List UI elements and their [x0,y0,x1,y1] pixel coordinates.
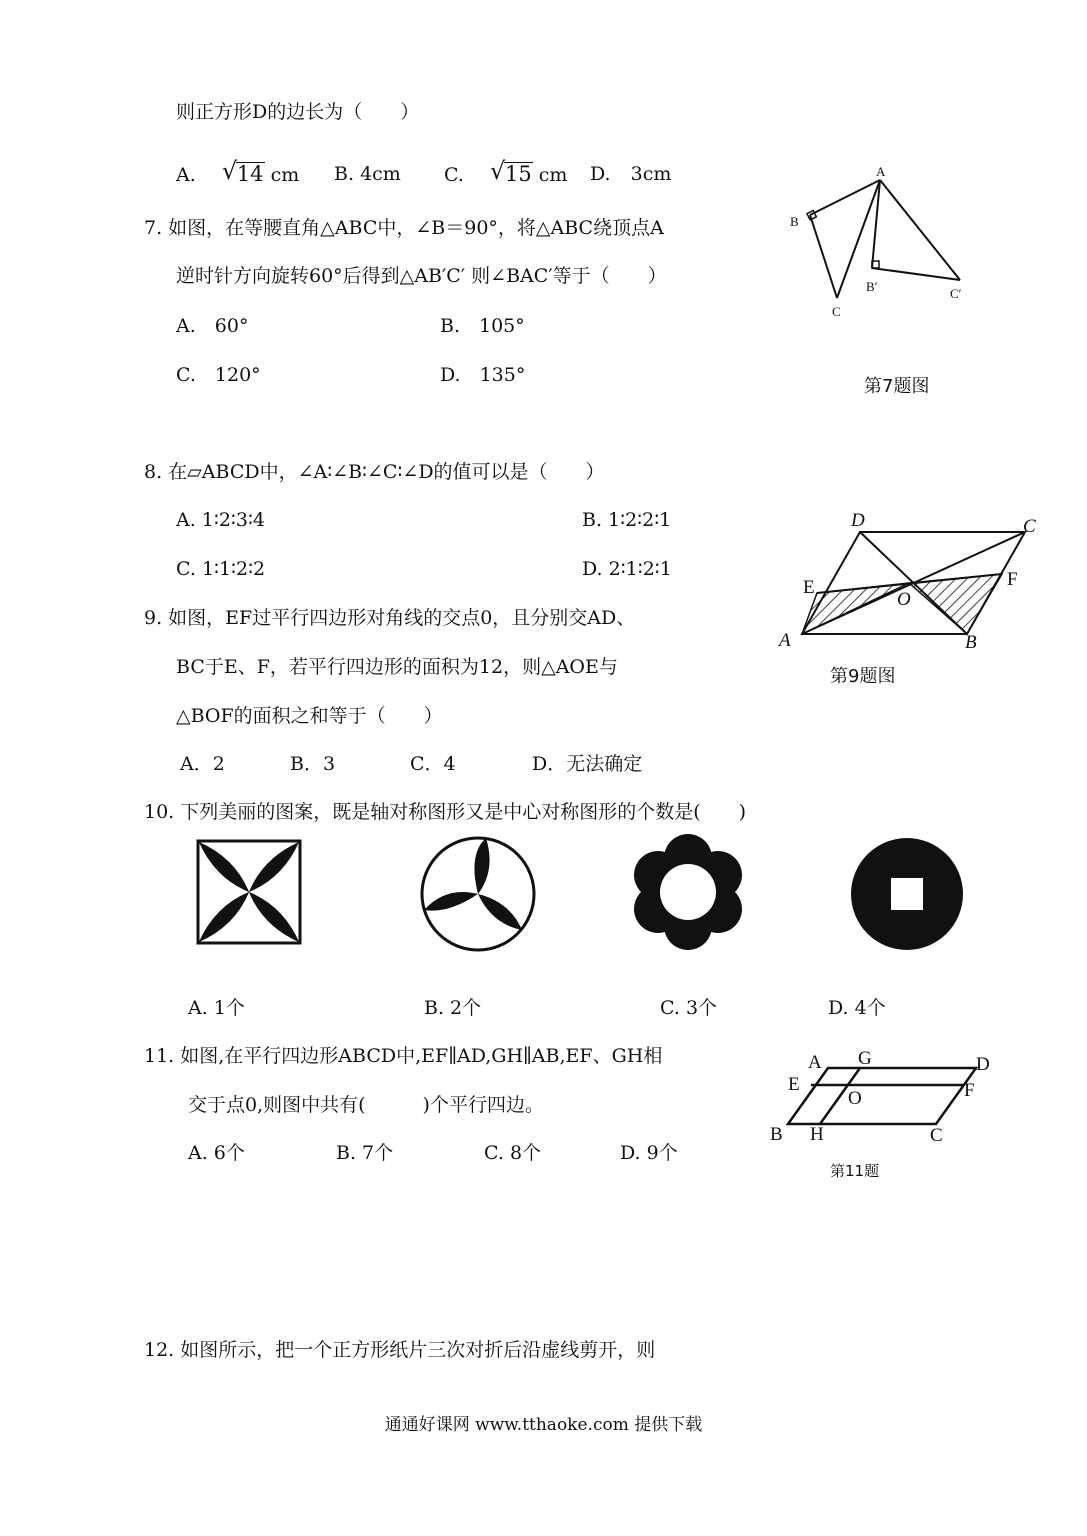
q9-label-e: E [803,577,815,598]
q11-option-c: C. 8个 [484,1142,542,1164]
q9-option-c: C．4 [410,753,456,775]
q10-option-d: D. 4个 [828,997,886,1019]
q8-option-d: D. 2∶1∶2∶1 [582,558,672,580]
q11-label-e: E [788,1074,800,1095]
q6-option-c-letter: C. [444,164,464,186]
q8-stem: 8. 在▱ABCD中，∠A∶∠B∶∠C∶∠D的值可以是（ ） [144,461,605,483]
q7-option-b: B. 105° [440,315,525,337]
q7-label-b: B [790,214,799,229]
q6-option-a [176,157,300,187]
q10-pattern-square-petals [195,838,305,948]
q11-label-h: H [810,1124,824,1145]
q9-option-a: A．2 [180,753,225,775]
q9-stem-line2: BC于E、F，若平行四边形的面积为12，则△AOE与 [176,656,618,678]
q11-option-d: D. 9个 [620,1142,678,1164]
q7-label-c: C [832,304,841,319]
q7-seg-c1a [880,180,960,280]
q11-label-d: D [976,1054,990,1075]
q9-stem-line3: △BOF的面积之和等于（ ） [176,705,443,727]
q10-stem: 10. 下列美丽的图案，既是轴对称图形又是中心对称图形的个数是( ) [144,801,747,823]
q9-label-b: B [965,632,977,653]
q7-option-d: D. 135° [440,364,526,386]
q9-option-d: D．无法确定 [532,753,643,775]
q9-option-b: B．3 [290,753,336,775]
q7-seg-bc [810,215,837,298]
q9-stem-line1: 9. 如图，EF过平行四边形对角线的交点0，且分别交AD、 [144,607,636,629]
q7-option-c: C. 120° [176,364,261,386]
q8-option-b: B. 1∶2∶2∶1 [582,509,672,531]
q11-option-a: A. 6个 [188,1142,245,1164]
q10-option-c: C. 3个 [660,997,718,1019]
q11-figure [768,1044,1018,1154]
q9-label-f: F [1007,569,1018,590]
q6-option-b-text: 4cm [360,163,401,185]
q9-caption: 第9题图 [830,666,896,687]
page-footer: 通通好课网 www.tthaoke.com 提供下载 [384,1415,703,1435]
q6-option-a-unit: cm [270,164,300,186]
q11-caption: 第11题 [830,1162,880,1180]
q9-label-o: O [897,589,911,610]
q11-option-b: B. 7个 [336,1142,394,1164]
q11-label-g: G [858,1048,872,1069]
q11-label-a: A [808,1052,822,1073]
q9-figure [775,510,1055,660]
q6-stem-tail: 则正方形D的边长为（ ） [176,101,420,123]
q7-option-a: A. 60° [176,315,249,337]
q6-option-c-unit: cm [538,164,568,186]
q7-stem-line2: 逆时针方向旋转60°后得到△AB′C′ 则∠BAC′等于（ ） [176,265,667,287]
q9-label-a: A [779,630,791,651]
q11-stem-line1: 11. 如图,在平行四边形ABCD中,EF∥AD,GH∥AB,EF、GH相 [144,1045,663,1067]
q9-label-d: D [851,510,865,531]
q6-option-c-radicand: 15 [504,162,532,186]
q6-option-b [334,162,401,186]
q11-label-b: B [770,1124,783,1145]
q11-parallelogram [788,1068,976,1124]
q7-seg-b1c1 [872,268,960,280]
q6-option-a-letter: A. [176,164,196,186]
q6-option-d-letter: D. [590,163,611,185]
q11-stem-line2: 交于点0,则图中共有( )个平行四边。 [188,1094,544,1116]
q8-option-a: A. 1∶2∶3∶4 [176,509,265,531]
q7-label-a: A [876,164,886,179]
q6-option-c [444,157,568,187]
q9-label-c: C [1023,516,1036,537]
q10-option-b: B. 2个 [424,997,482,1019]
q11-label-c: C [930,1125,943,1146]
q7-stem-line1: 7. 如图，在等腰直角△ABC中，∠B＝90°，将△ABC绕顶点A [144,217,664,239]
q10-pattern-circle-three-blades [418,834,538,954]
q7-figure [780,160,980,320]
q12-stem: 12. 如图所示，把一个正方形纸片三次对折后沿虚线剪开，则 [144,1339,656,1361]
q7-label-c1: C′ [950,286,962,301]
q10-pattern-flower [630,834,746,950]
q7-label-b1: B′ [866,279,878,294]
q11-label-o: O [848,1088,862,1109]
q10-pattern-coin [849,836,965,952]
q6-option-c-sqrt: √ 15 [489,157,532,186]
q6-option-a-radicand: 14 [236,162,264,186]
q10-option-a: A. 1个 [188,997,245,1019]
q6-option-d-text: 3cm [630,163,672,185]
q6-option-a-sqrt: √ 14 [221,157,264,186]
q6-option-b-letter: B. [334,163,355,185]
q11-label-f: F [964,1080,975,1101]
q8-option-c: C. 1∶1∶2∶2 [176,558,266,580]
q6-option-d [590,162,671,186]
q7-caption: 第7题图 [864,376,930,397]
